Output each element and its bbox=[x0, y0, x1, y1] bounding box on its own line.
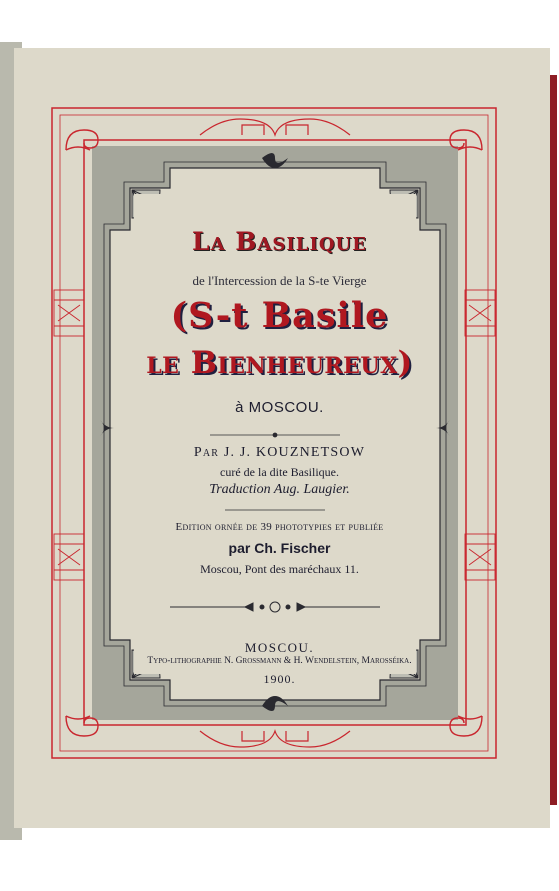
title-line-1: La Basilique bbox=[192, 227, 367, 256]
bottom-arch-ornament bbox=[200, 731, 350, 747]
publisher-line: par Ch. Fischer bbox=[228, 540, 331, 556]
translation-line: Traduction Aug. Laugier. bbox=[209, 482, 350, 497]
subtitle: de l'Intercession de la S-te Vierge bbox=[192, 273, 367, 288]
corner-scroll-bottom-right bbox=[450, 716, 482, 736]
publisher-address-line: Moscou, Pont des maréchaux 11. bbox=[200, 562, 359, 576]
printer-line: Typo-lithographie N. Grossmann & H. Wendelstein, Marosséika. bbox=[147, 656, 412, 666]
author-role-line: curé de la dite Basilique. bbox=[220, 465, 339, 479]
corner-scroll-bottom-left bbox=[66, 716, 98, 736]
year-line: 1900. bbox=[263, 672, 296, 686]
edition-line: Edition ornée de 39 phototypies et publiée bbox=[175, 521, 384, 533]
title-line-2: (S-t Basile bbox=[170, 295, 389, 336]
location-line: à MOSCOU. bbox=[235, 399, 324, 416]
top-arch-ornament bbox=[200, 119, 350, 135]
author-line: Par J. J. KOUZNETSOW bbox=[193, 445, 366, 460]
title-line-3: le Bienheureux) bbox=[146, 345, 413, 381]
city-line: MOSCOU. bbox=[244, 640, 315, 655]
